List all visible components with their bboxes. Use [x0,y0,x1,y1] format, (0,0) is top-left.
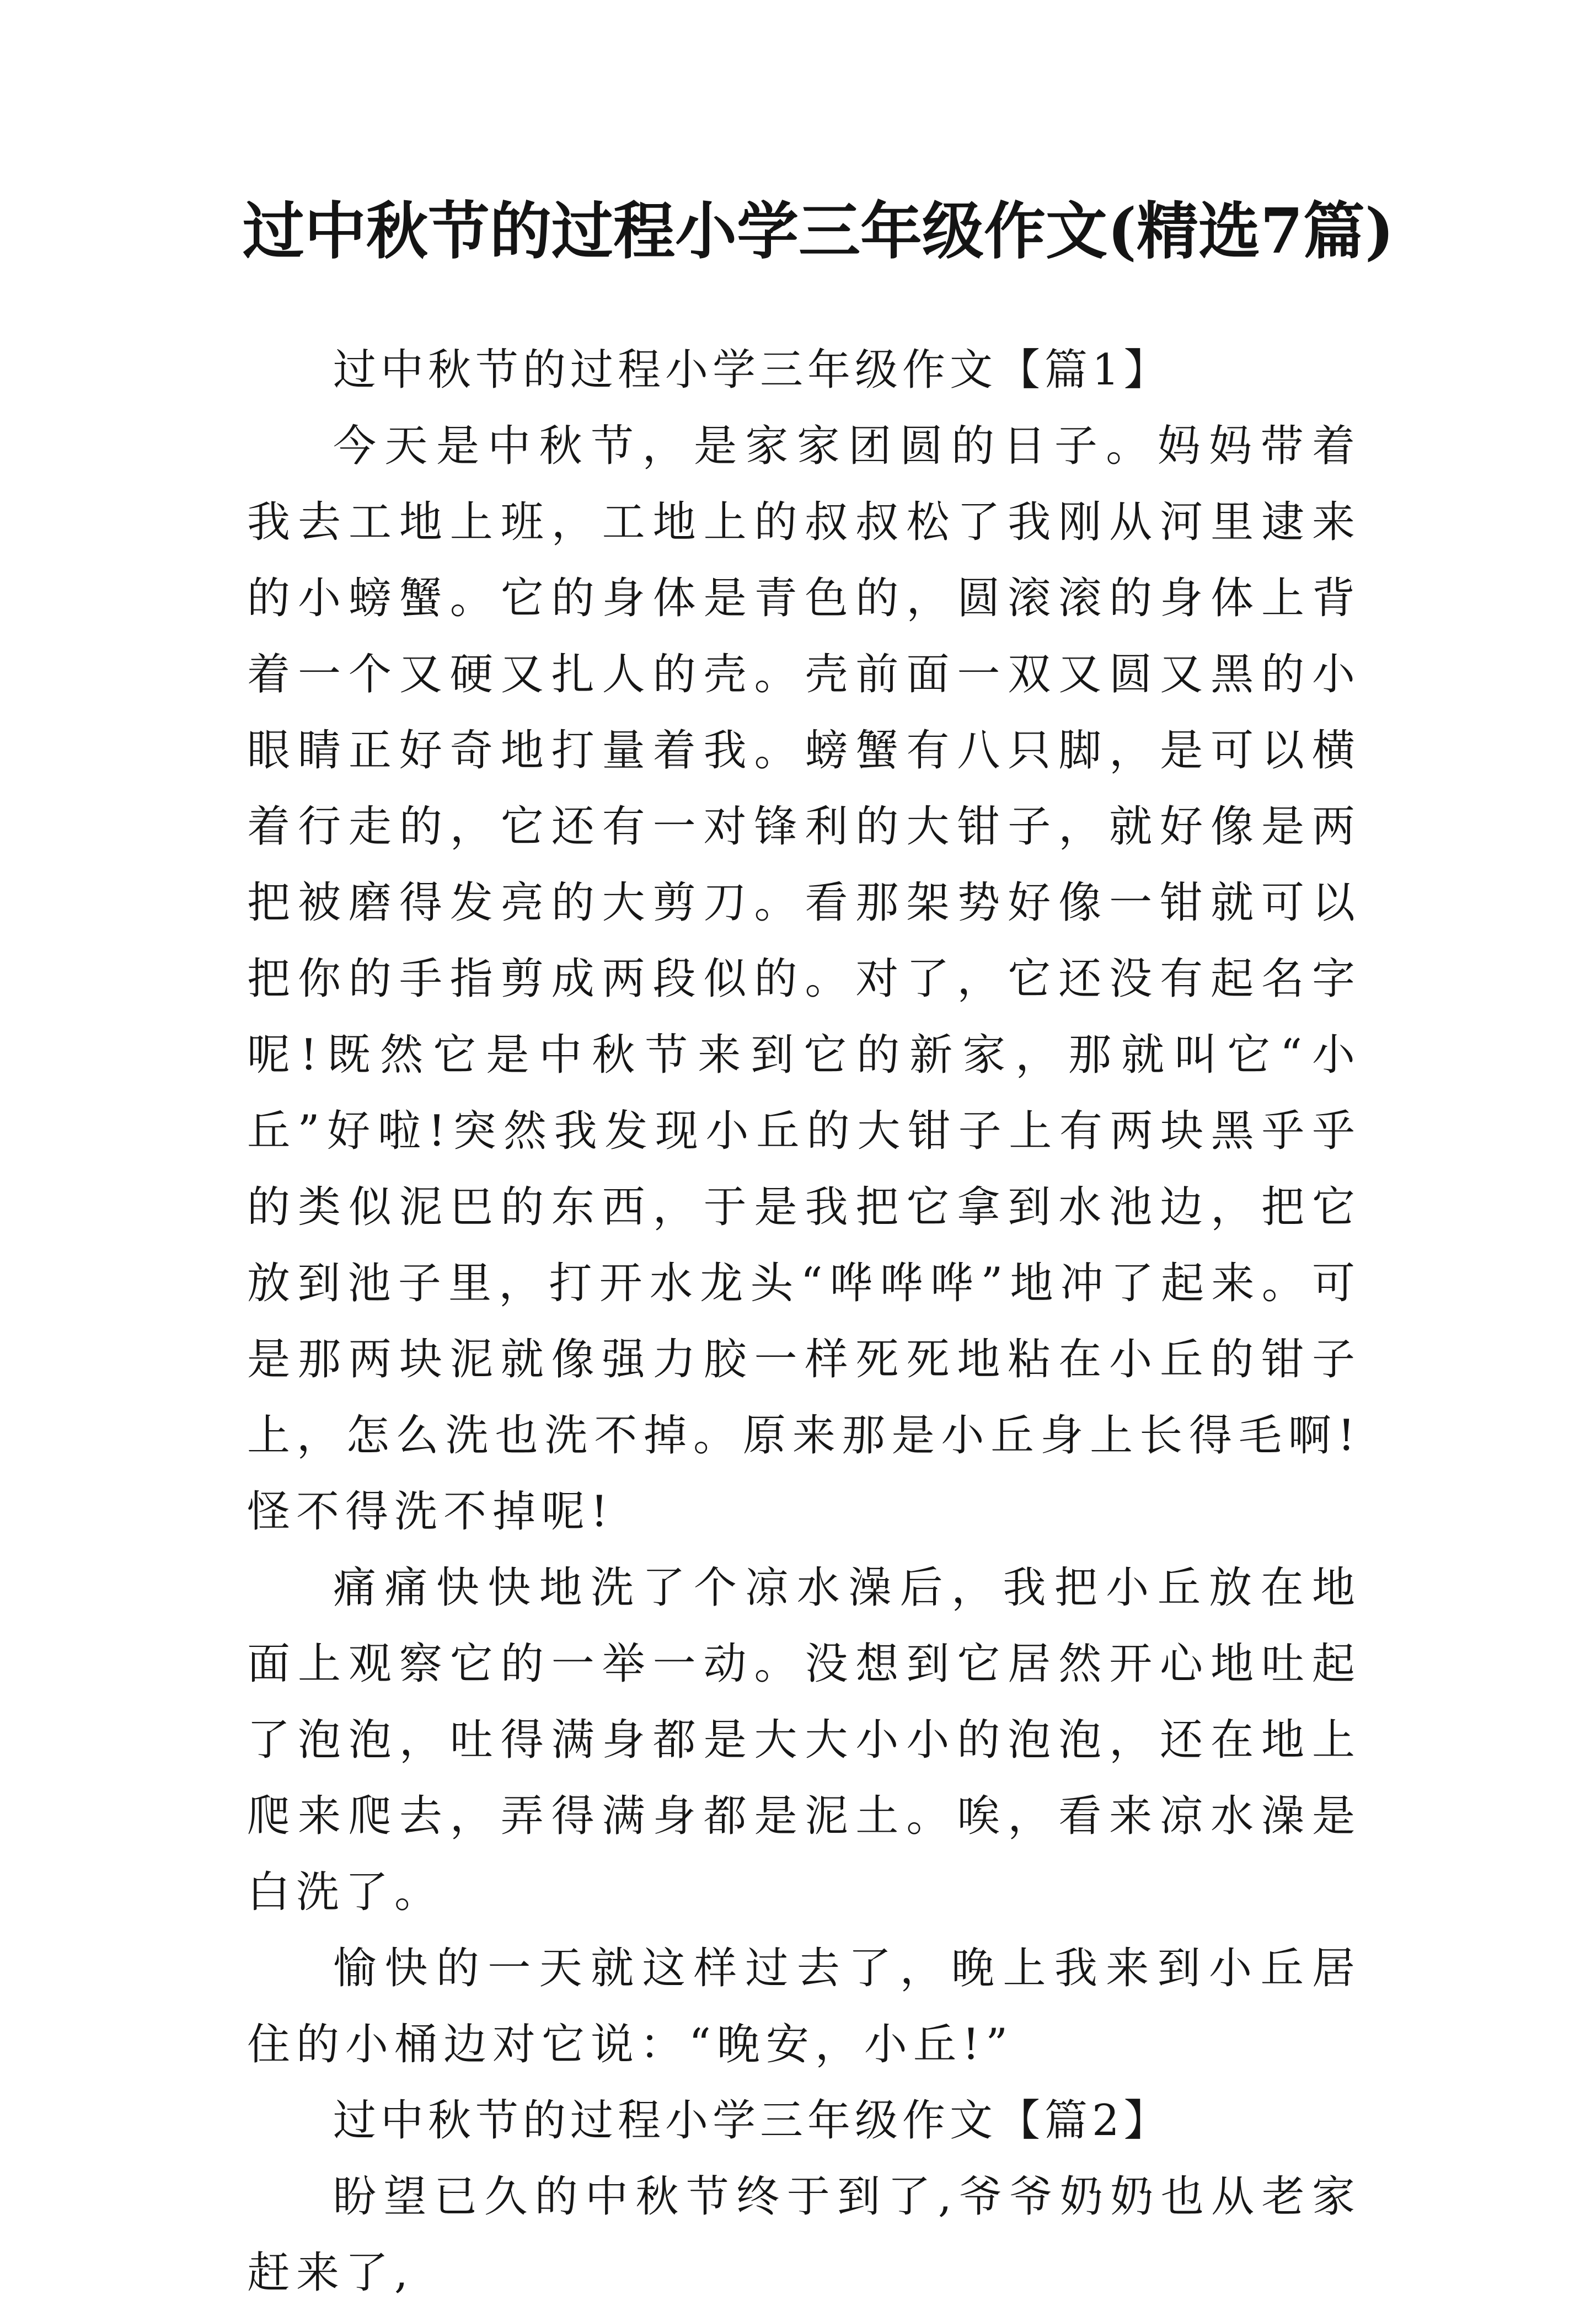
paragraph-1: 今天是中秋节，是家家团圆的日子。妈妈带着我去工地上班，工地上的叔叔松了我刚从河里逮来的小螃蟹。它的身体是青色的，圆滚滚的身体上背着一个又硬又扎人的壳。壳前面一双又圆又黑的小眼睛正好奇地打量着我。螃蟹有八只脚，是可以横着行走的，它还有一对锋利的大钳子，就好像是两把被磨得发亮的大剪刀。看那架势好像一钳就可以把你的手指剪成两段似的。对了，它还没有起名字呢!既然它是中秋节来到它的新家，那就叫它“小丘”好啦!突然我发现小丘的大钳子上有两块黑乎乎的类似泥巴的东西，于是我把它拿到水池边，把它放到池子里，打开水龙头“哗哗哗”地冲了起来。可是那两块泥就像强力胶一样死死地粘在小丘的钳子上，怎么洗也洗不掉。原来那是小丘身上长得毛啊!怪不得洗不掉呢! [247,421,1361,1537]
paragraph-2: 痛痛快快地洗了个凉水澡后，我把小丘放在地面上观察它的一举一动。没想到它居然开心地吐起了泡泡，吐得满身都是大大小小的泡泡，还在地上爬来爬去，弄得满身都是泥土。唉，看来凉水澡是白洗了。 [247,1563,1361,1917]
section-heading-1: 过中秋节的过程小学三年级作文【篇1】 [333,345,1171,395]
section-heading-2: 过中秋节的过程小学三年级作文【篇2】 [333,2096,1171,2146]
document-body [247,332,1361,2311]
paragraph-3: 愉快的一天就这样过去了，晚上我来到小丘居住的小桶边对它说：“晚安，小丘!” [247,1944,1361,2069]
document-title: 过中秋节的过程小学三年级作文(精选7篇) [243,195,1394,268]
paragraph-4: 盼望已久的中秋节终于到了,爷爷奶奶也从老家赶来了, [247,2172,1361,2298]
